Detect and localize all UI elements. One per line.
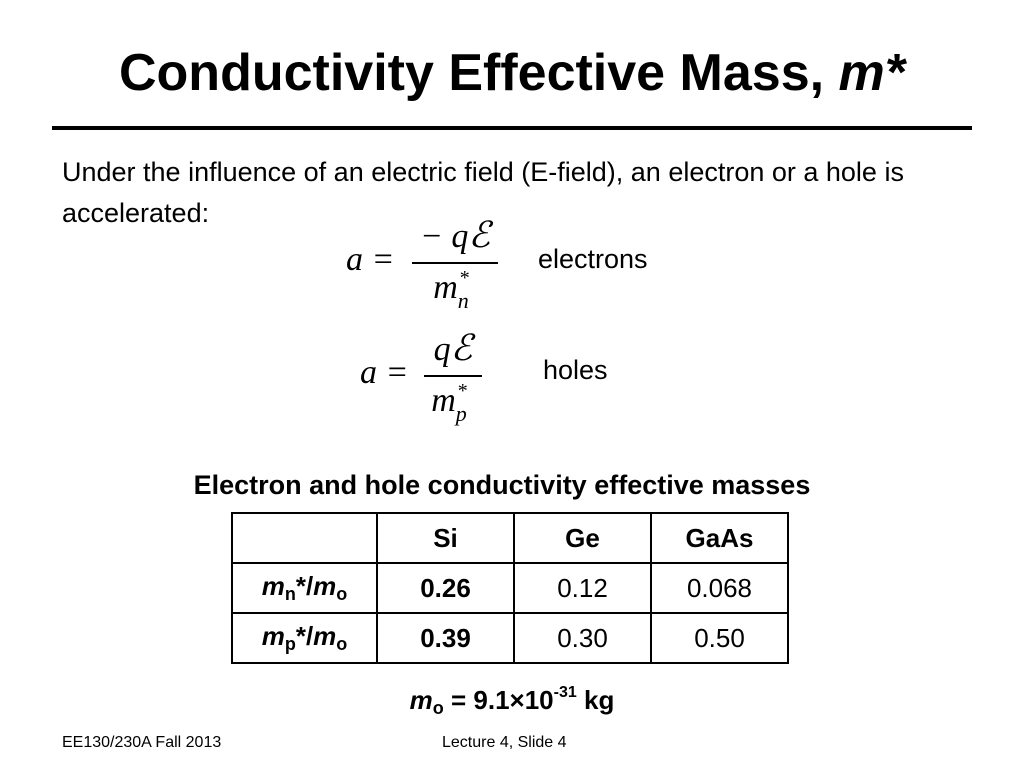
effective-mass-table [231, 512, 789, 664]
table-caption: Electron and hole conductivity effective masses [193, 470, 811, 500]
table-cell: 0.39 [377, 613, 514, 663]
table-header-cell: Ge [514, 513, 651, 563]
table-cell: 0.12 [514, 563, 651, 613]
equation-lhs: a = [346, 241, 395, 278]
equation-label-holes: holes [543, 355, 608, 385]
title-underline [52, 126, 972, 130]
fraction-bar [412, 262, 498, 264]
table-header-row [232, 513, 788, 563]
table-header-cell: GaAs [651, 513, 788, 563]
rest-mass-note: $m_o = 9.1\times 10^{-31}$ kg [409, 684, 615, 718]
slide-title [0, 38, 1024, 108]
slide-title-symbol: m* [838, 44, 905, 102]
fraction-bar [424, 375, 482, 377]
table-cell: 0.26 [377, 563, 514, 613]
equation-label-electrons: electrons [538, 244, 648, 274]
table-header-cell: Si [377, 513, 514, 563]
table-cell: 0.068 [651, 563, 788, 613]
equation-lhs: a = [360, 354, 409, 391]
equation-numerator: qℰ [433, 328, 473, 369]
table-row [232, 613, 788, 663]
table-cell: 0.50 [651, 613, 788, 663]
table-header-cell [232, 513, 377, 563]
footer-slide-number: Lecture 4, Slide 4 [442, 734, 567, 751]
footer-course: EE130/230A Fall 2013 [62, 734, 222, 751]
slide-title-text: Conductivity Effective Mass, [118, 44, 839, 102]
row-label-mp: $m_p*/m_o$ [232, 613, 377, 663]
equation-denominator: m *$_p$ [431, 380, 468, 426]
equation-numerator: − qℰ [419, 215, 491, 256]
table-row [232, 563, 788, 613]
equation-denominator: m *$_n$ [433, 267, 470, 313]
table-cell: 0.30 [514, 613, 651, 663]
row-label-mn: $m_n*/m_o$ [232, 563, 377, 613]
intro-paragraph: Under the influence of an electric field (E-field), an electron or a hole is accelerated: [62, 157, 904, 228]
